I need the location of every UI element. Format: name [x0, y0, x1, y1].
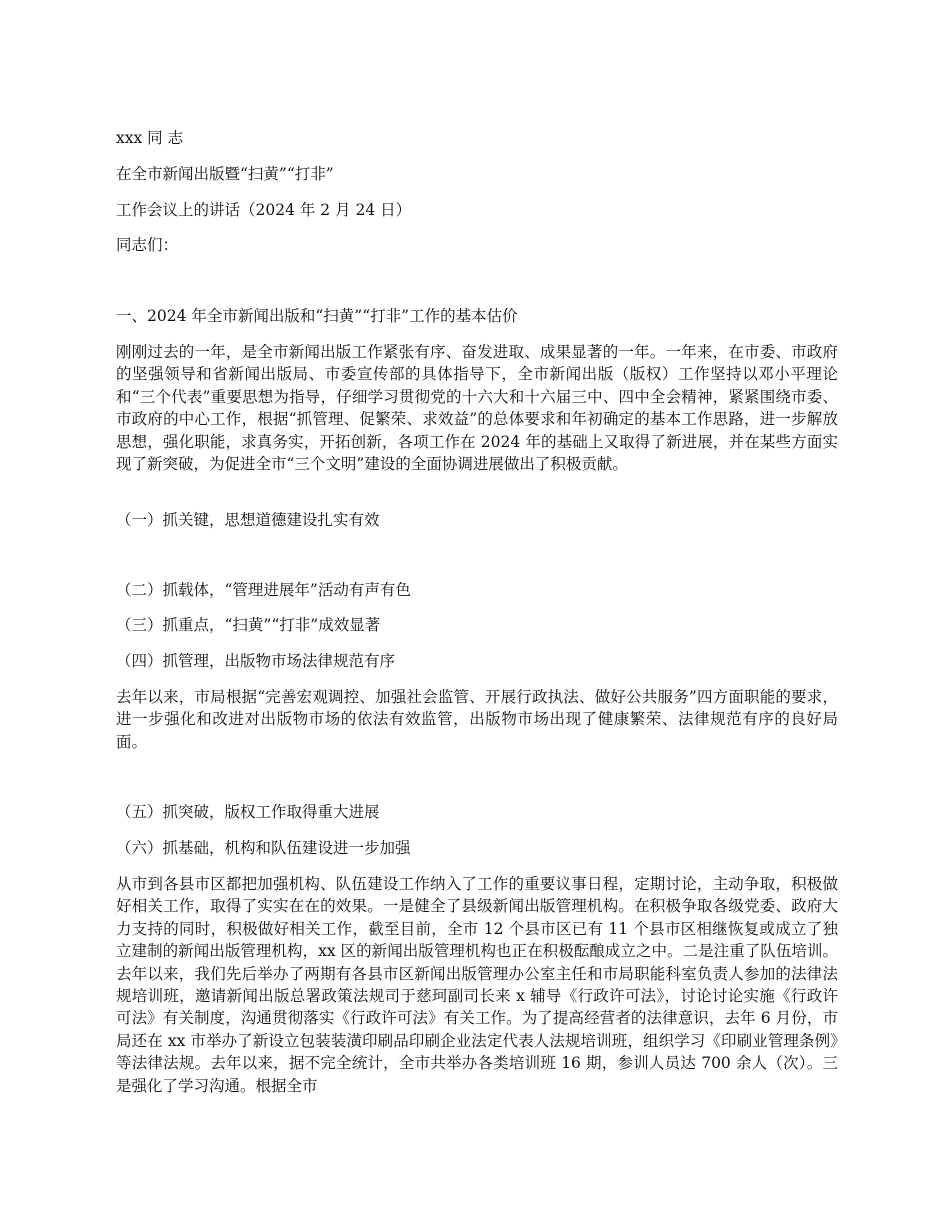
- speech-title-line2: 工作会议上的讲话（2024 年 2 月 24 日）: [116, 201, 412, 219]
- subheading-4: （四）抓管理，出版物市场法律规范有序: [116, 652, 396, 670]
- subheading-1: （一）抓关键，思想道德建设扎实有效: [116, 511, 380, 529]
- subheading-6: （六）抓基础，机构和队伍建设进一步加强: [116, 839, 411, 857]
- intro-paragraph: 刚刚过去的一年，是全市新闻出版工作紧张有序、奋发进取、成果显著的一年。一年来，在市委、市政府的坚强领导和省新闻出版局、市委宣传部的具体指导下，全市新闻出版（版权）工作坚持以邓小平理论和“三个代表”重要思想为指导，仔细学习贯彻党的十六大和十六届三中、四中全会精神，紧紧围绕市委、市政府的中心工作，根据“抓管理、促繁荣、求效益”的总体要求和年初确定的基本工作思路，进一步解放思想，强化职能，求真务实，开拓创新，各项工作在 2024 年的基础上又取得了新进展，并在某些方面实现了新突破，为促进全市“三个文明”建设的全面协调进展做出了积极贡献。: [116, 343, 838, 474]
- market-paragraph: 去年以来，市局根据“完善宏观调控、加强社会监管、开展行政执法、做好公共服务”四方面职能的要求，进一步强化和改进对出版物市场的依法有效监管，出版物市场出现了健康繁荣、法律规范有序的良好局面。: [116, 688, 838, 751]
- subheading-2: （二）抓载体，“管理进展年”活动有声有色: [116, 581, 411, 599]
- subheading-5: （五）抓突破，版权工作取得重大进展: [116, 803, 380, 821]
- section-heading: 一、2024 年全市新闻出版和“扫黄”“打非”工作的基本估价: [116, 307, 518, 325]
- staff-paragraph: 从市到各县市区都把加强机构、队伍建设工作纳入了工作的重要议事日程，定期讨论，主动争取，积极做好相关工作，取得了实实在在的效果。一是健全了县级新闻出版管理机构。在积极争取各级党委、政府大力支持的同时，积极做好相关工作，截至目前，全市 12 个县市区已有 11 个县市区相继恢复或成立了独立建制的新闻出版管理机构，xx 区的新闻出版管理机构也正在积极酝酿成立之中。二是注重了队伍培训。去年以来，我们先后举办了两期有各县市区新闻出版管理办公室主任和市局职能科室负责人参加的法律法规培训班，邀请新闻出版总署政策法规司于慈珂副司长来 x 辅导《行政许可法》，讨论讨论实施《行政许可法》有关制度，沟通贯彻落实《行政许可法》有关工作。为了提高经营者的法律意识，去年 6 月份，市局还在 xx 市举办了新设立包装装潢印刷品印刷企业法定代表人法规培训班，组织学习《印刷业管理条例》等法律法规。去年以来，据不完全统计，全市共举办各类培训班 16 期，参训人员达 700 余人（次）。三是强化了学习沟通。根据全市: [116, 875, 838, 1095]
- salutation: 同志们：: [116, 236, 179, 254]
- subheading-3: （三）抓重点，“扫黄”“打非”成效显著: [116, 616, 381, 634]
- speech-title-line1: 在全市新闻出版暨“扫黄”“打非”: [116, 165, 334, 183]
- addressee: xxx 同 志: [116, 129, 184, 147]
